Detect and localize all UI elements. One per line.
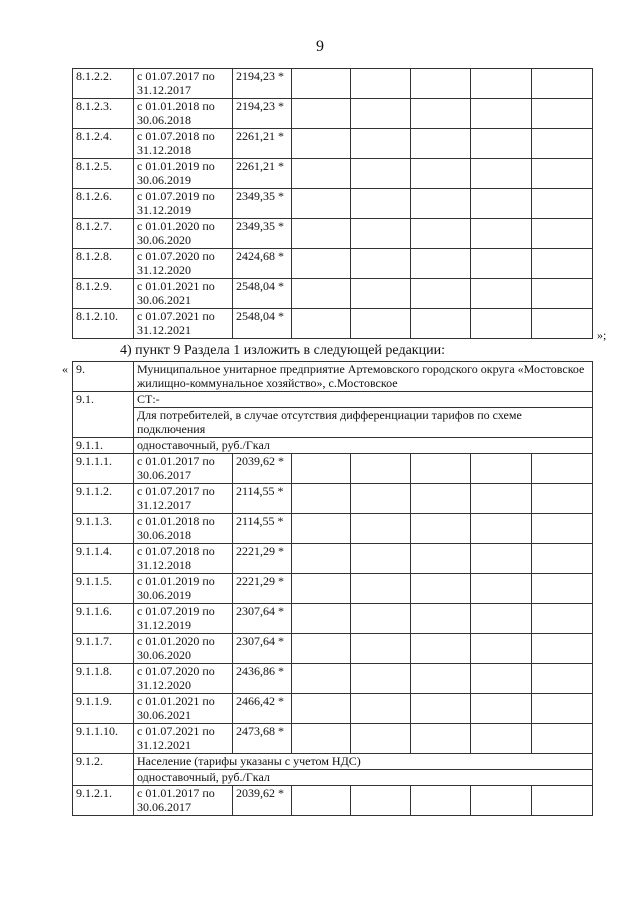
row-code: 9.1.1.3.	[73, 514, 134, 544]
empty-cell	[471, 786, 532, 816]
empty-cell	[292, 604, 351, 634]
tariff-value: 2114,55 *	[233, 514, 292, 544]
consumer-description: Для потребителей, в случае отсутствия дифференциации тарифов по схеме подключения	[134, 408, 593, 438]
empty-cell	[351, 219, 411, 249]
empty-cell	[532, 786, 593, 816]
tariff-period: с 01.07.2017 по 31.12.2017	[134, 69, 233, 99]
empty-cell	[292, 129, 351, 159]
tariff-value: 2039,62 *	[233, 786, 292, 816]
empty-cell	[292, 484, 351, 514]
empty-cell	[351, 664, 411, 694]
tariff-value: 2194,23 *	[233, 99, 292, 129]
tariff-period: с 01.07.2018 по 31.12.2018	[134, 544, 233, 574]
empty-cell	[351, 604, 411, 634]
empty-cell	[351, 69, 411, 99]
tariff-value: 2436,86 *	[233, 664, 292, 694]
row-code: 8.1.2.3.	[73, 99, 134, 129]
empty-cell	[532, 694, 593, 724]
empty-cell	[471, 159, 532, 189]
empty-cell	[532, 69, 593, 99]
empty-cell	[411, 604, 471, 634]
empty-cell	[532, 309, 593, 339]
empty-cell	[351, 544, 411, 574]
empty-cell	[351, 99, 411, 129]
tariff-row	[73, 604, 593, 634]
empty-cell	[351, 514, 411, 544]
tariff-value: 2307,64 *	[233, 604, 292, 634]
empty-cell	[532, 664, 593, 694]
tariff-value: 2349,35 *	[233, 219, 292, 249]
empty-cell	[532, 129, 593, 159]
section-9-1-1-row	[73, 438, 593, 454]
empty-cell	[532, 189, 593, 219]
empty-cell	[471, 279, 532, 309]
row-code: 9.1.2.1.	[73, 786, 134, 816]
row-code: 9.1.2.	[73, 754, 134, 786]
empty-cell	[471, 454, 532, 484]
empty-cell	[351, 724, 411, 754]
tariff-row	[73, 309, 593, 339]
empty-cell	[351, 484, 411, 514]
closing-quote-mark: »;	[597, 328, 607, 342]
tariff-period: с 01.01.2018 по 30.06.2018	[134, 99, 233, 129]
tariff-period: с 01.07.2020 по 31.12.2020	[134, 664, 233, 694]
empty-cell	[471, 309, 532, 339]
empty-cell	[532, 544, 593, 574]
empty-cell	[411, 129, 471, 159]
tariff-system-label: СТ:-	[134, 392, 593, 408]
tariff-row	[73, 129, 593, 159]
tariff-period: с 01.01.2017 по 30.06.2017	[134, 786, 233, 816]
empty-cell	[411, 249, 471, 279]
empty-cell	[532, 279, 593, 309]
empty-cell	[292, 574, 351, 604]
empty-cell	[471, 99, 532, 129]
row-code: 9.1.1.	[73, 438, 134, 454]
empty-cell	[411, 309, 471, 339]
tariff-value: 2221,29 *	[233, 544, 292, 574]
tariff-value: 2466,42 *	[233, 694, 292, 724]
tariff-period: с 01.01.2021 по 30.06.2021	[134, 694, 233, 724]
tariff-row	[73, 634, 593, 664]
tariff-row	[73, 219, 593, 249]
tariff-value: 2307,64 *	[233, 634, 292, 664]
tariff-value: 2548,04 *	[233, 279, 292, 309]
empty-cell	[411, 724, 471, 754]
empty-cell	[411, 69, 471, 99]
empty-cell	[351, 786, 411, 816]
empty-cell	[532, 724, 593, 754]
tariff-row	[73, 574, 593, 604]
tariff-type-label: одноставочный, руб./Гкал	[134, 438, 593, 454]
empty-cell	[532, 604, 593, 634]
empty-cell	[351, 694, 411, 724]
section-9-header-row	[73, 362, 593, 392]
empty-cell	[411, 544, 471, 574]
empty-cell	[411, 484, 471, 514]
empty-cell	[411, 574, 471, 604]
empty-cell	[292, 69, 351, 99]
empty-cell	[471, 514, 532, 544]
row-code: 9.1.1.4.	[73, 544, 134, 574]
row-code: 8.1.2.10.	[73, 309, 134, 339]
empty-cell	[351, 309, 411, 339]
organization-name: Муниципальное унитарное предприятие Артемовского городского округа «Мостовское жилищно-коммунальное хозяйство», с.Мостовское	[134, 362, 593, 392]
empty-cell	[532, 249, 593, 279]
tariff-row	[73, 69, 593, 99]
empty-cell	[471, 604, 532, 634]
empty-cell	[292, 249, 351, 279]
empty-cell	[292, 694, 351, 724]
tariff-period: с 01.07.2017 по 31.12.2017	[134, 484, 233, 514]
empty-cell	[471, 129, 532, 159]
tariff-period: с 01.01.2021 по 30.06.2021	[134, 279, 233, 309]
tariff-row	[73, 544, 593, 574]
tariff-row	[73, 99, 593, 129]
row-code: 9.	[73, 362, 134, 392]
empty-cell	[351, 189, 411, 219]
tariff-period: с 01.07.2018 по 31.12.2018	[134, 129, 233, 159]
empty-cell	[351, 249, 411, 279]
empty-cell	[471, 574, 532, 604]
empty-cell	[532, 484, 593, 514]
empty-cell	[351, 634, 411, 664]
tariff-period: с 01.01.2019 по 30.06.2019	[134, 574, 233, 604]
tariff-row	[73, 724, 593, 754]
tariff-period: с 01.07.2019 по 31.12.2019	[134, 604, 233, 634]
tariff-period: с 01.07.2021 по 31.12.2021	[134, 724, 233, 754]
empty-cell	[292, 279, 351, 309]
empty-cell	[292, 159, 351, 189]
row-code: 9.1.1.10.	[73, 724, 134, 754]
empty-cell	[471, 189, 532, 219]
section-9-1-row	[73, 392, 593, 408]
tariff-table-section-9	[72, 361, 593, 816]
row-code: 9.1.1.5.	[73, 574, 134, 604]
empty-cell	[471, 634, 532, 664]
tariff-period: с 01.07.2019 по 31.12.2019	[134, 189, 233, 219]
opening-quote-mark: «	[62, 362, 68, 376]
tariff-row	[73, 694, 593, 724]
empty-cell	[351, 129, 411, 159]
empty-cell	[351, 159, 411, 189]
tariff-period: с 01.01.2020 по 30.06.2020	[134, 219, 233, 249]
tariff-value: 2473,68 *	[233, 724, 292, 754]
row-code: 9.1.1.8.	[73, 664, 134, 694]
empty-cell	[471, 724, 532, 754]
empty-cell	[292, 634, 351, 664]
empty-cell	[471, 249, 532, 279]
empty-cell	[411, 694, 471, 724]
tariff-value: 2548,04 *	[233, 309, 292, 339]
tariff-table-continued	[72, 68, 593, 339]
empty-cell	[292, 724, 351, 754]
empty-cell	[292, 664, 351, 694]
row-code: 9.1.1.1.	[73, 454, 134, 484]
population-label: Население (тарифы указаны с учетом НДС)	[134, 754, 593, 770]
tariff-row	[73, 279, 593, 309]
empty-cell	[292, 454, 351, 484]
tariff-row	[73, 664, 593, 694]
empty-cell	[411, 454, 471, 484]
empty-cell	[351, 574, 411, 604]
row-code: 8.1.2.4.	[73, 129, 134, 159]
empty-cell	[471, 484, 532, 514]
tariff-value: 2349,35 *	[233, 189, 292, 219]
empty-cell	[411, 786, 471, 816]
empty-cell	[351, 454, 411, 484]
empty-cell	[292, 189, 351, 219]
empty-cell	[292, 99, 351, 129]
tariff-type-label: одноставочный, руб./Гкал	[134, 770, 593, 786]
tariff-period: с 01.01.2017 по 30.06.2017	[134, 454, 233, 484]
tariff-row	[73, 786, 593, 816]
row-code: 9.1.1.6.	[73, 604, 134, 634]
row-code: 8.1.2.7.	[73, 219, 134, 249]
tariff-period: с 01.01.2019 по 30.06.2019	[134, 159, 233, 189]
tariff-value: 2261,21 *	[233, 129, 292, 159]
empty-cell	[411, 634, 471, 664]
tariff-value: 2221,29 *	[233, 574, 292, 604]
row-code: 9.1.	[73, 392, 134, 438]
empty-cell	[532, 454, 593, 484]
tariff-period: с 01.07.2020 по 31.12.2020	[134, 249, 233, 279]
empty-cell	[292, 309, 351, 339]
empty-cell	[532, 159, 593, 189]
tariff-row	[73, 159, 593, 189]
row-code: 8.1.2.6.	[73, 189, 134, 219]
tariff-row	[73, 249, 593, 279]
row-code: 8.1.2.9.	[73, 279, 134, 309]
empty-cell	[411, 99, 471, 129]
empty-cell	[532, 634, 593, 664]
empty-cell	[411, 159, 471, 189]
empty-cell	[411, 189, 471, 219]
empty-cell	[532, 219, 593, 249]
tariff-period: с 01.01.2018 по 30.06.2018	[134, 514, 233, 544]
tariff-value: 2114,55 *	[233, 484, 292, 514]
tariff-period: с 01.07.2021 по 31.12.2021	[134, 309, 233, 339]
row-code: 9.1.1.2.	[73, 484, 134, 514]
section-9-1-2-row	[73, 754, 593, 770]
tariff-value: 2261,21 *	[233, 159, 292, 189]
empty-cell	[292, 786, 351, 816]
empty-cell	[292, 514, 351, 544]
amendment-instruction: 4) пункт 9 Раздела 1 изложить в следующей редакции:	[120, 343, 445, 358]
tariff-value: 2039,62 *	[233, 454, 292, 484]
empty-cell	[471, 219, 532, 249]
empty-cell	[471, 544, 532, 574]
section-9-1-2-type-row	[73, 770, 593, 786]
empty-cell	[411, 279, 471, 309]
tariff-value: 2424,68 *	[233, 249, 292, 279]
empty-cell	[471, 664, 532, 694]
row-code: 8.1.2.5.	[73, 159, 134, 189]
tariff-row	[73, 189, 593, 219]
empty-cell	[292, 544, 351, 574]
empty-cell	[532, 514, 593, 544]
empty-cell	[532, 99, 593, 129]
empty-cell	[351, 279, 411, 309]
empty-cell	[471, 69, 532, 99]
section-9-1-description-row	[73, 408, 593, 438]
row-code: 8.1.2.2.	[73, 69, 134, 99]
tariff-period: с 01.01.2020 по 30.06.2020	[134, 634, 233, 664]
empty-cell	[411, 219, 471, 249]
empty-cell	[292, 219, 351, 249]
tariff-row	[73, 514, 593, 544]
row-code: 9.1.1.9.	[73, 694, 134, 724]
row-code: 8.1.2.8.	[73, 249, 134, 279]
tariff-row	[73, 484, 593, 514]
empty-cell	[411, 514, 471, 544]
page-number: 9	[316, 38, 324, 55]
empty-cell	[532, 574, 593, 604]
tariff-value: 2194,23 *	[233, 69, 292, 99]
empty-cell	[411, 664, 471, 694]
empty-cell	[471, 694, 532, 724]
row-code: 9.1.1.7.	[73, 634, 134, 664]
tariff-row	[73, 454, 593, 484]
